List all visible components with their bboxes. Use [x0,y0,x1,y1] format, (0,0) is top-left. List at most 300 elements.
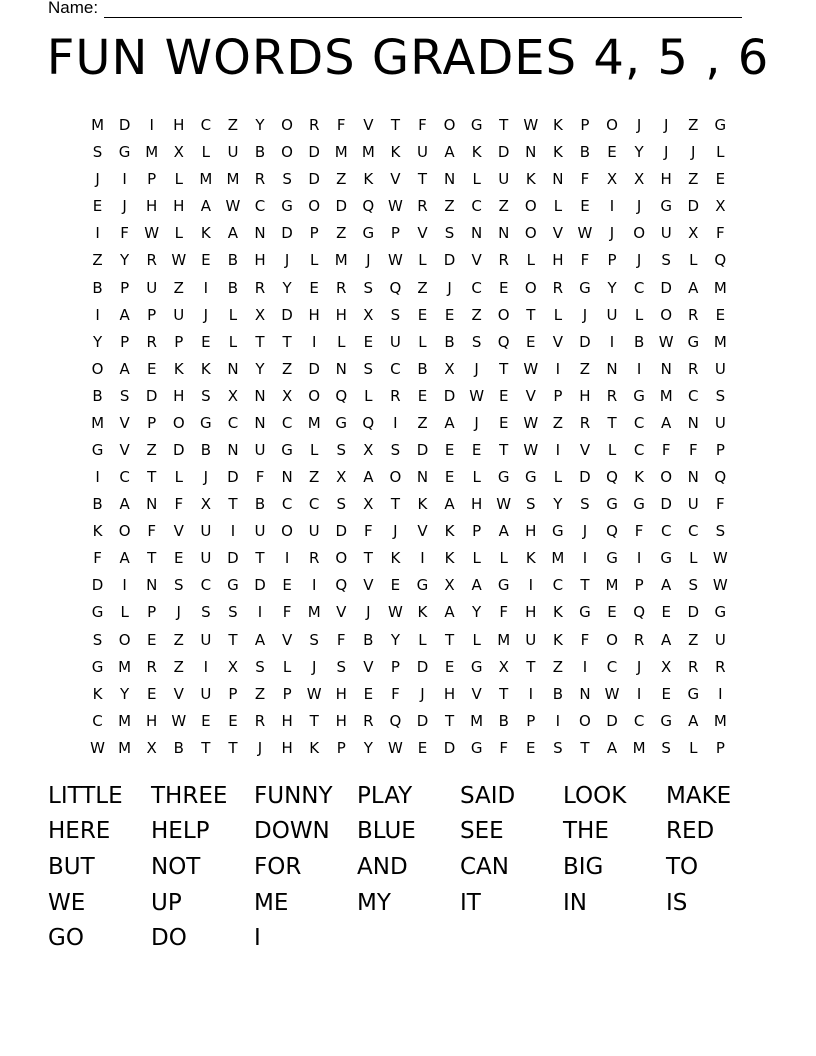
grid-letter: S [336,657,346,676]
grid-letter: G [606,549,618,568]
word-list-item: DO [151,925,187,952]
word-list [48,778,769,956]
grid-letter: N [606,359,618,378]
grid-letter: D [579,332,591,351]
grid-letter: I [636,359,642,378]
grid-letter: D [579,468,591,487]
grid-letter: O [389,468,402,487]
grid-letter: Y [607,278,617,297]
grid-letter: U [227,143,239,162]
grid-letter: S [309,630,319,649]
grid-letter: E [498,278,509,297]
grid-letter: C [92,711,103,730]
grid-letter: K [200,224,211,243]
grid-letter: M [361,143,375,162]
grid-letter: G [579,603,591,622]
grid-letter: Z [173,278,184,297]
grid-letter: E [661,603,671,622]
grid-letter: L [337,332,346,351]
grid-letter: N [146,576,158,595]
grid-letter: A [200,197,211,216]
grid-letter: H [552,251,564,270]
grid-letter: A [498,522,509,541]
grid-letter: M [307,603,321,622]
grid-letter: V [552,332,563,351]
grid-letter: K [92,684,103,703]
grid-letter: B [227,251,239,270]
grid-letter: H [173,116,185,135]
grid-letter: O [524,278,537,297]
grid-row [84,626,734,653]
grid-letter: D [281,305,293,324]
grid-letter: Y [120,684,130,703]
grid-letter: J [95,170,100,189]
grid-letter: C [227,413,239,432]
word-list-item: AND [357,853,408,880]
grid-letter: Y [282,278,292,297]
grid-letter: F [634,522,644,541]
word-list-item: PLAY [357,782,413,809]
grid-letter: I [555,440,561,459]
grid-letter: X [606,170,618,189]
grid-letter: G [687,684,700,703]
grid-letter: A [119,359,130,378]
word-list-item: HERE [48,818,111,845]
grid-letter: U [146,278,158,297]
grid-letter: J [447,278,452,297]
grid-letter: K [363,170,374,189]
grid-letter: K [552,630,563,649]
grid-letter: D [416,657,429,676]
grid-letter: C [633,711,645,730]
grid-letter: R [688,359,699,378]
grid-letter: A [688,711,699,730]
grid-letter: Y [92,332,103,351]
grid-letter: W [90,738,105,757]
grid-letter: S [553,738,563,757]
grid-letter: X [444,359,455,378]
grid-letter: J [122,197,127,216]
grid-letter: W [523,413,539,432]
grid-letter: K [173,359,184,378]
word-list-item: THE [563,818,609,845]
grid-letter: Z [471,305,482,324]
grid-letter: Z [417,413,428,432]
grid-letter: N [552,170,564,189]
grid-letter: C [254,197,266,216]
grid-letter: V [336,603,347,622]
grid-letter: M [659,386,673,405]
grid-letter: H [173,197,185,216]
word-list-item: GO [48,925,84,952]
grid-letter: B [200,440,211,459]
grid-letter: N [254,413,266,432]
grid-letter: U [687,495,699,514]
grid-letter: V [173,684,184,703]
grid-letter: K [309,738,320,757]
grid-letter: A [444,413,455,432]
grid-letter: U [173,305,185,324]
grid-letter: A [254,630,266,649]
grid-letter: I [528,684,533,703]
grid-letter: N [443,170,456,189]
grid-letter: J [691,143,696,162]
grid-letter: D [416,440,429,459]
grid-letter: N [687,413,699,432]
grid-letter: I [203,278,209,297]
grid-letter: P [715,738,725,757]
grid-letter: Z [309,468,320,487]
grid-letter: S [688,576,699,595]
grid-letter: J [393,522,398,541]
grid-letter: N [227,359,239,378]
grid-letter: J [203,305,209,324]
grid-letter: N [146,495,158,514]
grid-letter: I [311,576,317,595]
grid-letter: P [390,224,400,243]
grid-letter: P [634,576,644,595]
grid-letter: G [470,738,483,757]
word-list-item: HELP [151,818,210,845]
grid-letter: K [471,143,482,162]
grid-letter: G [335,413,348,432]
grid-letter: T [201,738,211,757]
grid-letter: E [282,576,292,595]
word-list-item: IN [563,889,587,916]
grid-letter: Q [497,332,510,351]
grid-letter: V [363,657,374,676]
grid-letter: E [498,413,509,432]
grid-letter: R [308,116,320,135]
grid-letter: D [308,143,320,162]
grid-letter: Q [633,603,645,622]
grid-letter: L [174,170,183,189]
grid-letter: Z [173,630,184,649]
grid-letter: R [254,711,266,730]
grid-letter: C [281,413,293,432]
grid-letter: E [580,197,590,216]
grid-letter: D [443,738,456,757]
grid-letter: B [92,495,103,514]
grid-letter: L [174,468,183,487]
grid-letter: E [715,305,726,324]
grid-letter: M [118,711,132,730]
grid-letter: G [118,143,131,162]
grid-letter: O [308,386,321,405]
grid-letter: W [387,251,403,270]
grid-letter: C [281,495,293,514]
grid-letter: Q [362,197,375,216]
grid-letter: O [606,116,618,135]
grid-letter: E [417,738,428,757]
grid-letter: E [146,359,157,378]
grid-letter: G [579,278,591,297]
grid-letter: R [254,170,266,189]
grid-letter: O [660,468,673,487]
grid-letter: Y [472,603,482,622]
grid-letter: X [363,305,374,324]
grid-letter: P [282,684,292,703]
grid-letter: A [661,576,672,595]
grid-letter: M [713,278,727,297]
grid-letter: L [228,332,238,351]
grid-letter: O [606,630,618,649]
grid-letter: C [200,576,212,595]
grid-letter: E [661,684,671,703]
grid-letter: E [363,332,374,351]
grid-letter: E [309,278,319,297]
grid-letter: T [499,684,509,703]
grid-letter: L [472,468,481,487]
word-search-grid [84,112,734,762]
grid-letter: R [146,657,157,676]
grid-letter: I [528,576,533,595]
word-list-item: DOWN [254,818,330,845]
grid-letter: M [632,738,646,757]
grid-letter: K [552,116,563,135]
grid-letter: S [201,386,211,405]
grid-letter: H [525,522,537,541]
grid-letter: T [390,495,400,514]
grid-row [84,410,734,437]
grid-letter: V [363,116,374,135]
grid-letter: I [203,657,209,676]
grid-letter: A [688,278,699,297]
grid-letter: C [390,359,401,378]
grid-letter: Y [363,738,373,757]
grid-letter: E [444,440,455,459]
grid-letter: K [444,549,455,568]
grid-letter: E [444,305,455,324]
grid-letter: D [335,522,348,541]
name-blank-line [104,1,742,18]
grid-row [84,220,734,247]
grid-letter: Q [714,468,727,487]
grid-letter: V [173,522,184,541]
grid-letter: L [120,603,129,622]
grid-letter: P [336,738,346,757]
word-list-row [48,778,769,814]
grid-letter: L [716,143,725,162]
grid-letter: N [579,684,591,703]
grid-letter: G [281,197,293,216]
grid-letter: V [471,684,482,703]
word-list-row [48,814,769,850]
grid-letter: I [555,359,561,378]
word-list-item: FUNNY [254,782,333,809]
grid-letter: M [334,143,348,162]
grid-letter: O [281,116,293,135]
grid-letter: I [95,468,100,487]
grid-letter: A [661,630,672,649]
grid-letter: J [284,251,290,270]
grid-letter: J [663,143,669,162]
grid-letter: W [523,116,539,135]
grid-row [84,383,734,410]
grid-letter: P [553,386,563,405]
grid-letter: R [633,630,645,649]
grid-letter: C [633,440,645,459]
grid-letter: H [173,386,185,405]
grid-letter: I [95,224,100,243]
grid-letter: C [688,386,699,405]
grid-letter: A [471,576,482,595]
grid-letter: O [633,224,645,243]
grid-letter: L [634,305,644,324]
grid-row [84,193,734,220]
grid-letter: N [660,359,672,378]
grid-letter: T [499,116,509,135]
grid-letter: L [228,305,238,324]
grid-letter: B [633,332,645,351]
grid-letter: E [444,468,455,487]
grid-letter: J [366,603,371,622]
grid-letter: I [718,684,723,703]
word-list-item: BUT [48,853,95,880]
word-list-row [48,849,769,885]
grid-letter: F [716,224,725,243]
grid-letter: H [335,711,347,730]
grid-letter: O [118,522,131,541]
grid-letter: W [523,359,539,378]
grid-letter: E [201,251,211,270]
grid-letter: W [225,197,241,216]
grid-letter: B [417,359,428,378]
grid-letter: D [91,576,104,595]
grid-letter: I [393,413,398,432]
grid-letter: L [526,251,535,270]
grid-letter: V [579,440,591,459]
grid-letter: A [444,603,455,622]
grid-letter: S [363,278,374,297]
grid-letter: C [633,278,645,297]
grid-letter: Z [92,251,103,270]
grid-letter: G [281,440,293,459]
grid-letter: Z [688,630,699,649]
grid-letter: C [200,116,212,135]
grid-letter: T [499,359,509,378]
grid-letter: O [524,224,537,243]
grid-letter: G [633,386,645,405]
grid-letter: I [122,170,127,189]
grid-letter: W [387,603,403,622]
grid-letter: G [362,224,375,243]
grid-letter: H [281,738,293,757]
grid-letter: J [474,359,479,378]
grid-letter: W [658,332,674,351]
grid-letter: W [387,738,403,757]
grid-letter: K [552,143,563,162]
grid-letter: M [551,549,565,568]
grid-letter: T [147,549,157,568]
grid-letter: K [92,522,103,541]
grid-letter: J [203,468,209,487]
grid-letter: Z [688,170,699,189]
grid-letter: A [119,495,130,514]
grid-letter: G [227,576,239,595]
grid-letter: S [390,440,401,459]
grid-letter: J [636,251,642,270]
grid-letter: W [469,386,485,405]
grid-letter: C [552,576,564,595]
grid-letter: P [309,224,319,243]
word-list-item: TO [666,853,699,880]
grid-letter: D [335,197,348,216]
grid-letter: R [715,657,726,676]
grid-letter: E [471,440,482,459]
grid-letter: T [255,549,265,568]
grid-letter: L [553,197,563,216]
grid-letter: Z [254,684,266,703]
grid-letter: I [257,603,263,622]
grid-letter: R [146,332,157,351]
grid-letter: N [227,440,239,459]
grid-letter: F [147,522,157,541]
grid-letter: N [254,224,266,243]
grid-letter: H [443,684,456,703]
grid-letter: L [553,305,563,324]
grid-letter: J [636,116,642,135]
grid-row [84,518,734,545]
grid-letter: O [118,630,131,649]
grid-letter: K [444,522,455,541]
grid-letter: Y [390,630,400,649]
grid-letter: T [363,549,373,568]
grid-letter: H [335,305,347,324]
grid-letter: V [119,413,130,432]
word-list-row [48,920,769,956]
grid-letter: U [714,413,726,432]
grid-letter: V [417,224,428,243]
grid-letter: R [552,278,564,297]
word-list-item: RED [666,818,715,845]
grid-letter: A [227,224,239,243]
grid-letter: F [336,116,346,135]
grid-letter: T [228,738,238,757]
grid-letter: T [228,495,238,514]
grid-letter: B [254,495,266,514]
grid-letter: E [715,170,726,189]
grid-letter: X [227,386,239,405]
grid-letter: L [553,468,563,487]
grid-row [84,356,734,383]
grid-letter: N [416,468,429,487]
grid-letter: Z [227,116,239,135]
grid-letter: H [146,197,158,216]
grid-letter: Z [417,278,428,297]
grid-letter: N [335,359,347,378]
grid-letter: K [390,143,401,162]
grid-letter: S [255,657,265,676]
grid-letter: U [254,440,266,459]
grid-row [84,599,734,626]
grid-letter: G [660,711,672,730]
grid-letter: U [200,684,212,703]
grid-letter: T [255,332,265,351]
grid-letter: J [636,197,642,216]
grid-letter: V [417,522,428,541]
grid-letter: R [390,386,401,405]
grid-letter: J [609,224,615,243]
grid-row [84,166,734,193]
grid-letter: G [633,495,645,514]
grid-letter: W [306,684,322,703]
grid-letter: H [335,684,347,703]
grid-letter: F [716,495,725,514]
grid-letter: J [582,305,588,324]
grid-letter: I [555,711,561,730]
grid-letter: I [609,197,615,216]
